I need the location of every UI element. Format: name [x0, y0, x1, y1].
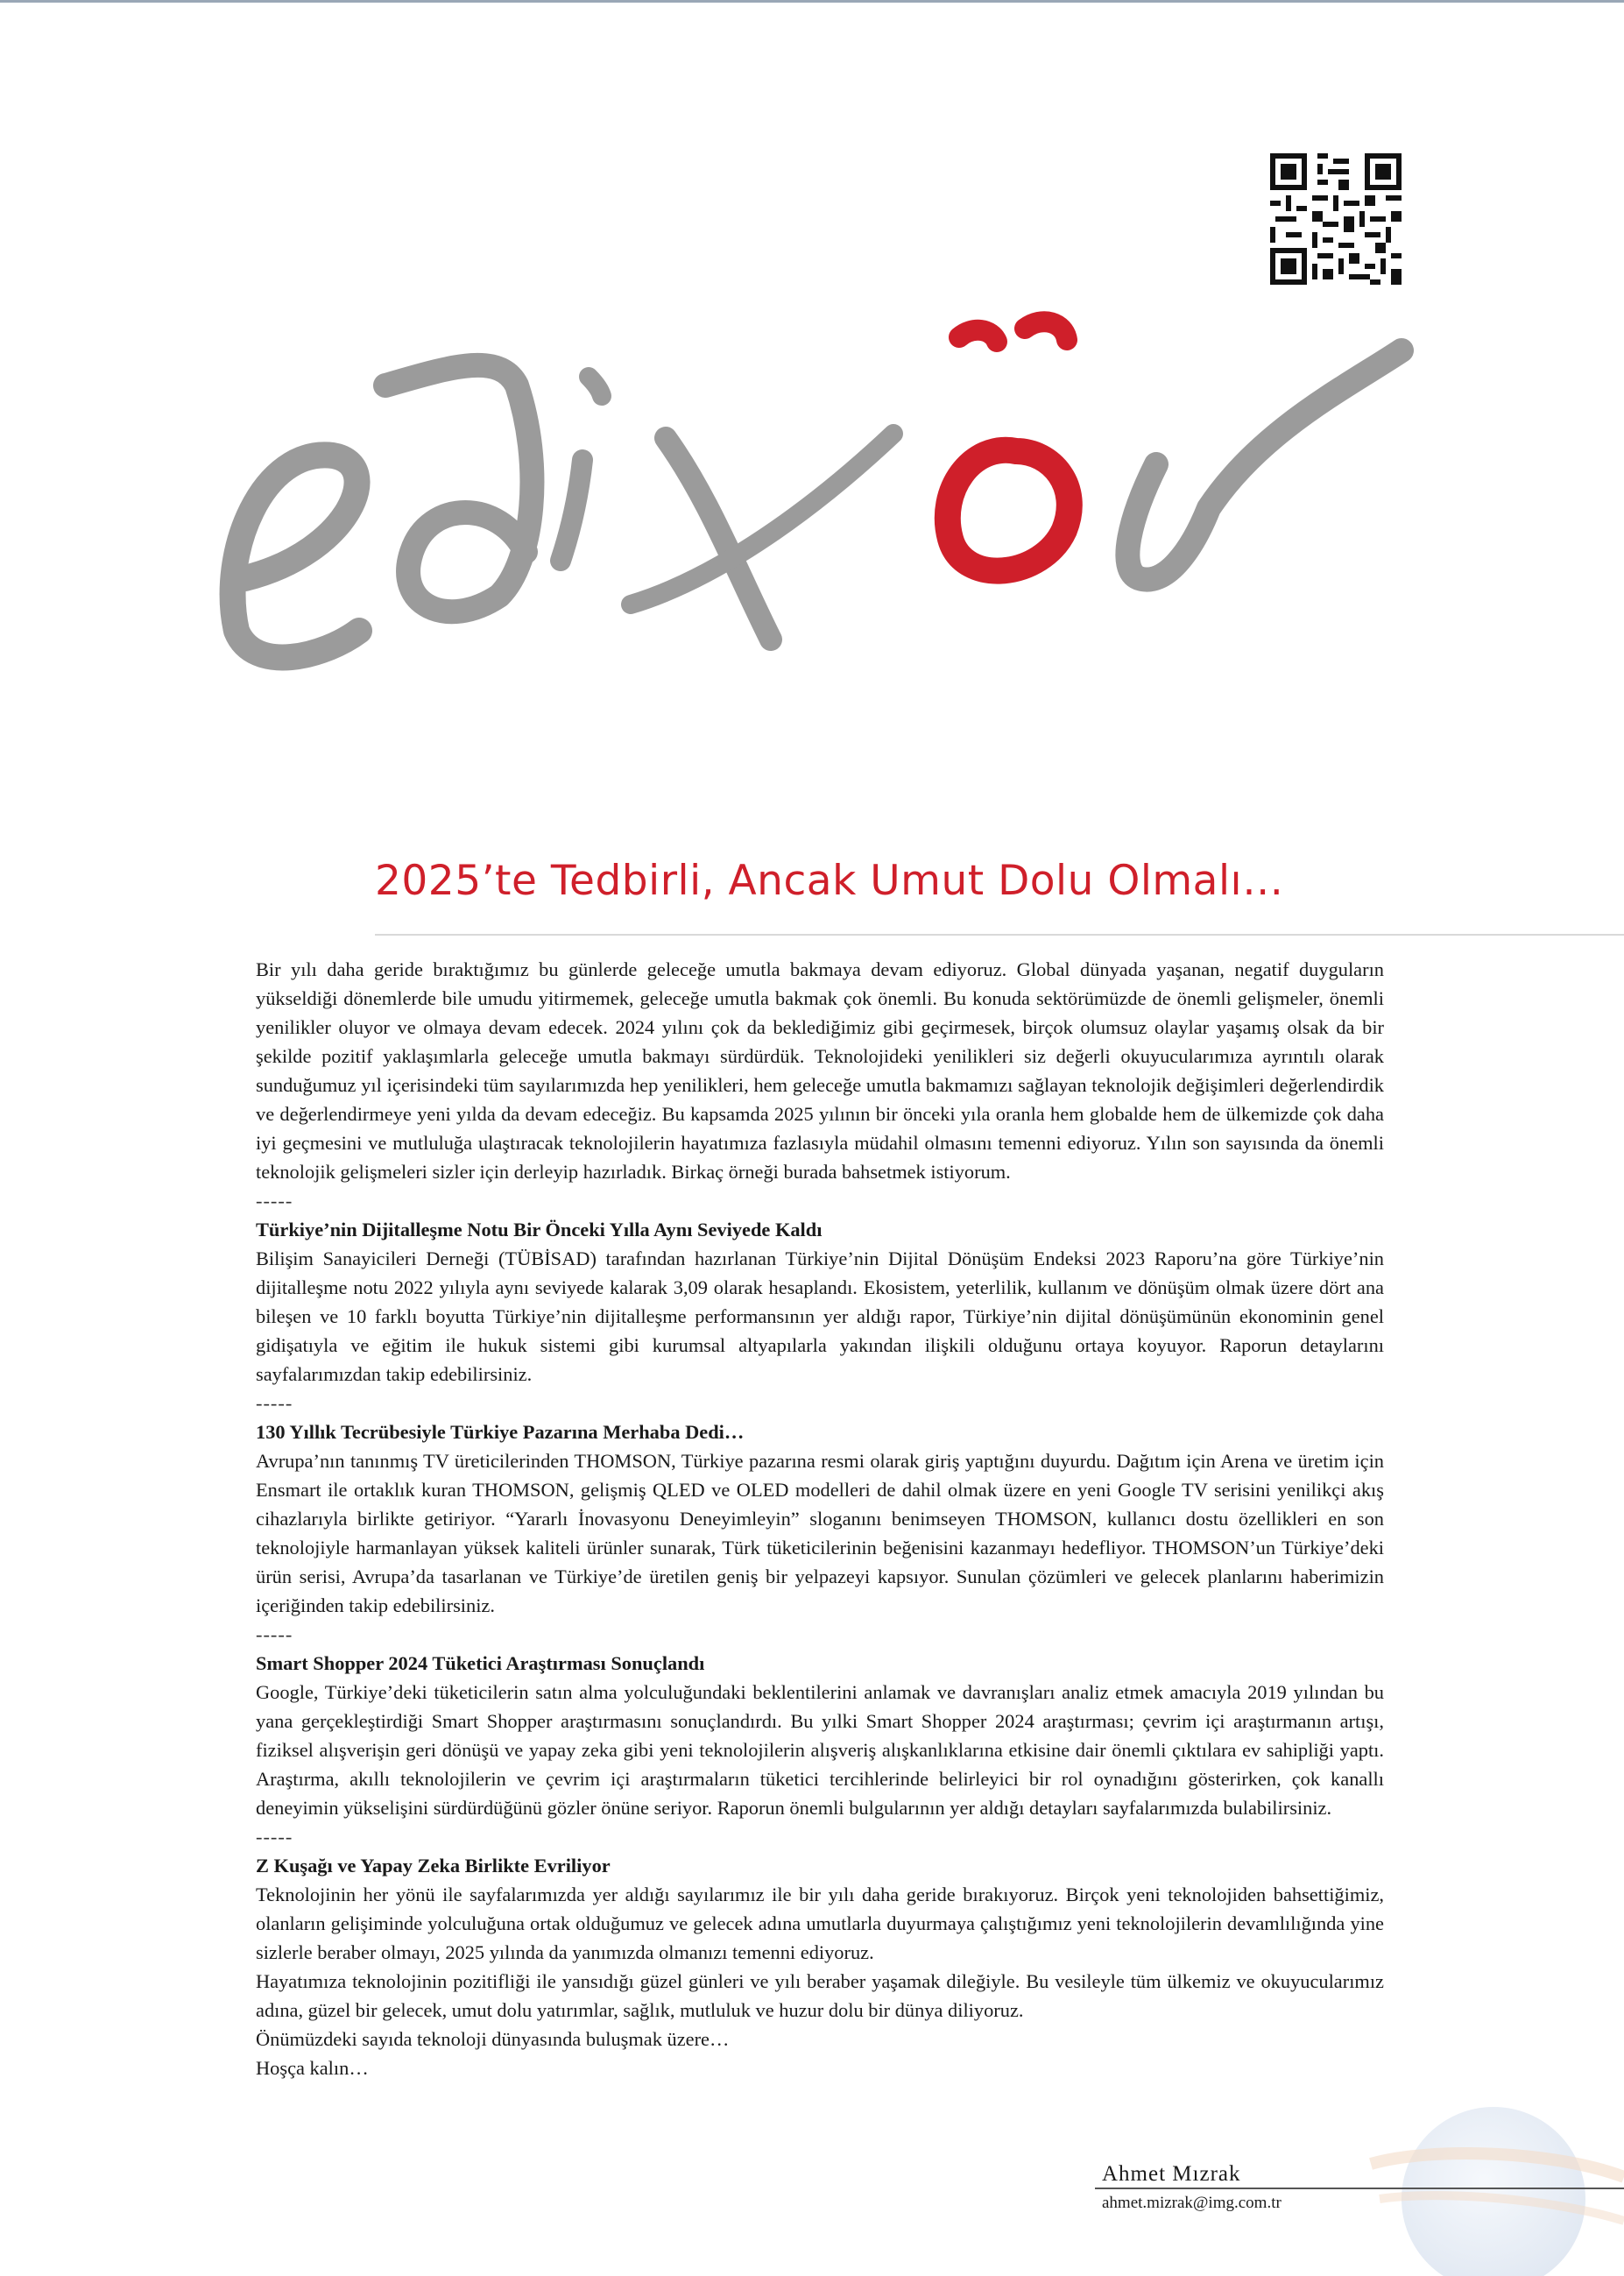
- section-separator: -----: [256, 1623, 293, 1645]
- editor-logo: [210, 289, 1419, 710]
- headline-divider: [375, 934, 1624, 936]
- section-separator: -----: [256, 1190, 293, 1212]
- page-title: 2025’te Tedbirli, Ancak Umut Dolu Olmalı…: [375, 857, 1284, 905]
- section-paragraph: Google, Türkiye’deki tüketicilerin satın alma yolculuğundaki beklentilerini anlamak ve davranışları analiz etmek amacıyla 2019 yılından bu yana gerçekleştirdiği Smart Shopper araştırmasını sonuçlandırdı. Bu yılki Smart Shopper 2024 araştırması; çevrim içi araştırmanın artışı, fiziksel alışverişin geri dönüşü ve yapay zeka gibi yeni teknolojilerin alışveriş alışkanlıklarına etkisine dair önemli çıktılara ev sahipliği yaptı. Araştırma, akıllı teknolojilerin ve çevrim içi araştırmaların tüketici tercihlerinde belirleyici bir rol oynadığını gösterirken, çok kanallı deneyimin yükselişini sürdürdüğünü gözler önüne seriyor. Raporun önemli bulgularının yer aldığı detayları sayfalarımızda bulabilirsiniz.: [256, 1681, 1384, 1819]
- section-paragraph: Avrupa’nın tanınmış TV üreticilerinden THOMSON, Türkiye pazarına resmi olarak giriş yaptığını duyurdu. Dağıtım için Arena ve üretim için Ensmart ile ortaklık kuran THOMSON, gelişmiş QLED ve OLED modelleri de dahil olmak üzere en yeni Google TV serisini yenilikçi akış cihazlarıyla birlikte getiriyor. “Yararlı İnovasyonu Deneyimleyin” sloganını benimseyen THOMSON, kullanıcı dostu özellikleri en son teknolojiyle harmanlayan yüksek kaliteli ürünler sunarak, Türk tüketicilerinin beğenisini kazanmayı hedefliyor. THOMSON’un Türkiye’deki ürün serisi, Avrupa’da tasarlanan ve Türkiye’de üretilen geniş bir yelpazeyi kapsıyor. Sunulan çözümleri ve gelecek planlarını haberimizin içeriğinden takip edebilirsiniz.: [256, 1450, 1384, 1616]
- editorial-body: [256, 955, 1384, 2082]
- qr-code: [1270, 153, 1402, 285]
- section-heading: Türkiye’nin Dijitalleşme Notu Bir Önceki Yılla Aynı Seviyede Kaldı: [256, 1219, 823, 1240]
- section-paragraph: Bilişim Sanayicileri Derneği (TÜBİSAD) tarafından hazırlanan Türkiye’nin Dijital Dönüşüm Endeksi 2023 Raporu’na göre Türkiye’nin dijitalleşme notu 2022 yılıyla aynı seviyede kalarak 3,09 olarak hesaplandı. Ekosistem, yeterlilik, kullanım ve dönüşüm olmak üzere dört ana bileşen ve 10 farklı boyutta Türkiye’nin dijitalleşme performansının yer aldığı rapor, Türkiye’nin dijital dönüşümünün ekonominin genel gidişatıyla ve eğitim ile hukuk sistemi gibi kurumsal altyapılarla yakından ilişkili olduğunu ortaya koyuyor. Raporun detaylarını sayfalarımızdan takip edebilirsiniz.: [256, 1248, 1384, 1385]
- section-heading: Z Kuşağı ve Yapay Zeka Birlikte Evriliyor: [256, 1855, 611, 1877]
- signature-rule: [1095, 2188, 1624, 2189]
- closing-line: Önümüzdeki sayıda teknoloji dünyasında buluşmak üzere…: [256, 2028, 730, 2050]
- section-heading: 130 Yıllık Tecrübesiyle Türkiye Pazarına Merhaba Dedi…: [256, 1421, 745, 1443]
- top-rule: [0, 0, 1624, 3]
- section-separator: -----: [256, 1392, 293, 1414]
- section-paragraph: Teknolojinin her yönü ile sayfalarımızda yer aldığı sayılarımız ile bir yılı daha geride bırakıyoruz. Birçok yeni teknolojiden bahsettiğimiz, olanların gelişiminde yolculuğuna ortak olduğumuz ve gelecek adına umutlarla duyurmaya çalıştığımız yeni teknolojilerin devamlılığında yine sizlerle beraber olmayı, 2025 yılında da yanımızda olmanızı temenni ediyoruz.: [256, 1884, 1384, 1963]
- decorative-globe: [1362, 2067, 1624, 2276]
- section-heading: Smart Shopper 2024 Tüketici Araştırması Sonuçlandı: [256, 1652, 705, 1674]
- section-separator: -----: [256, 1826, 293, 1848]
- closing-paragraph: Hayatımıza teknolojinin pozitifliği ile yansıdığı güzel günleri ve yılı beraber yaşamak dileğiyle. Bu vesileyle tüm ülkemiz ve okuyucularımız adına, güzel bir gelecek, umut dolu yatırımlar, sağlık, mutluluk ve huzur dolu bir dünya diliyoruz.: [256, 1970, 1384, 2021]
- author-name: Ahmet Mızrak: [1102, 2162, 1241, 2186]
- intro-paragraph: Bir yılı daha geride bıraktığımız bu günlerde geleceğe umutla bakmaya devam ediyoruz. Global dünyada yaşanan, negatif duyguların yükseldiği dönemlerde bile umudu yitirmemek, geleceğe umutla bakmak çok önemli. Bu konuda sektörümüzde de önemli gelişmeler, önemli yenilikler oluyor ve olmaya devam edecek. 2024 yılını çok da beklediğimiz gibi geçirmesek, birçok olumsuz olaylar yaşamış olsak da bir şekilde pozitif yaklaşımlarla geleceğe umutla bakmayı sürdürdük. Teknolojideki yenilikleri siz değerli okuyucularımıza ayrıntılı olarak sunduğumuz yıl içerisindeki tüm sayılarımızda hep yenilikleri, hem geleceğe umutla bakmamızı sağlayan teknolojik değişimleri değerlendirdik ve değerlendirmeye yeni yılda da devam edeceğiz. Bu kapsamda 2025 yılının bir önceki yıla oranla hem globalde hem de ülkemizde çok daha iyi geçmesini ve mutluluğa ulaştıracak teknolojilerin hayatımıza fazlasıyla müdahil olmasını temenni ediyoruz. Yılın son sayısında da önemli teknolojik gelişmeleri sizler için derleyip hazırladık. Birkaç örneği burada bahsetmek istiyorum.: [256, 958, 1384, 1183]
- farewell-line: Hoşça kalın…: [256, 2057, 369, 2079]
- author-email: ahmet.mizrak@img.com.tr: [1102, 2194, 1282, 2212]
